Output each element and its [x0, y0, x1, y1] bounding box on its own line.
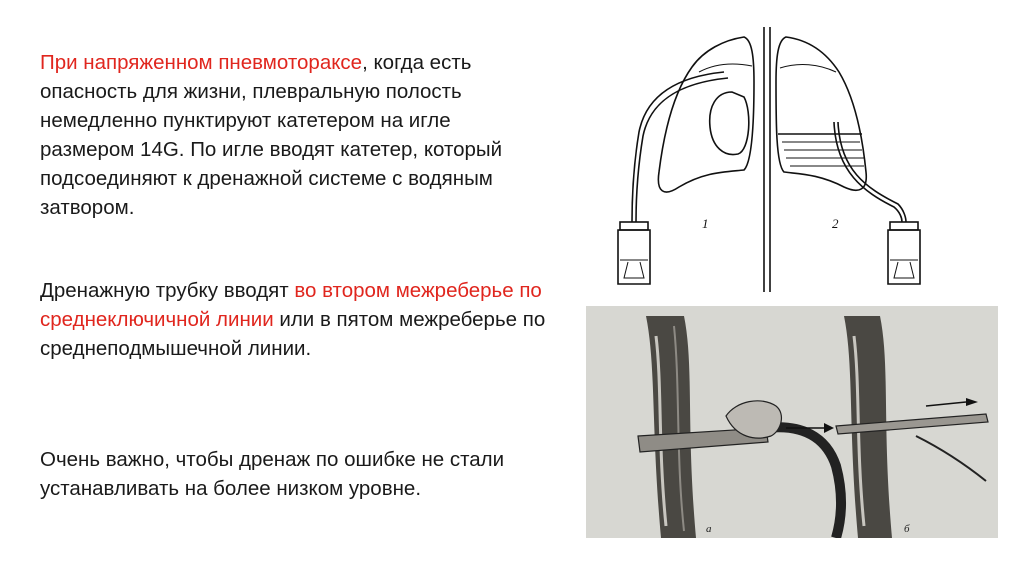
paragraph2-text-after: или в пятом межреберье по среднеподмышечной линии.: [40, 308, 546, 360]
pleural-drainage-illustration: [604, 22, 934, 302]
highlight-tension-pneumothorax: При напряженном пневмотораксе: [40, 51, 363, 74]
figure-label-b: б: [904, 523, 910, 535]
paragraph2-text-before: Дренажную трубку вводят: [40, 279, 295, 302]
figure-label-2: 2: [832, 216, 839, 231]
collapsed-lung-outline: [710, 92, 749, 155]
lung-right: [776, 37, 866, 190]
highlight-second-intercostal: во втором межреберье по среднеключичной линии: [40, 279, 542, 331]
bottle-right: [888, 230, 920, 284]
bottle-cap-left: [620, 222, 648, 230]
figure-label-1: 1: [702, 216, 709, 231]
drain-insertion-illustration: [586, 306, 998, 538]
bottle-left: [618, 230, 650, 284]
lung-left: [658, 37, 754, 192]
paragraph-warning: Очень важно, чтобы дренаж по ошибке не стали устанавливать на более низком уровне.: [40, 448, 505, 500]
paragraph-drain-placement: [40, 276, 550, 363]
figure-label-a: а: [706, 523, 712, 535]
bottle-cap-right: [890, 222, 918, 230]
drain-tube-right: [834, 122, 902, 222]
paragraph-tension-pneumothorax: [40, 48, 550, 222]
paragraph1-text: , когда есть опасность для жизни, плевральную полость немедленно пунктируют катетером на игле размером 14G. По игле вводят катетер, который подсоединяют к дренажной системе с водяным затвором.: [40, 51, 503, 219]
